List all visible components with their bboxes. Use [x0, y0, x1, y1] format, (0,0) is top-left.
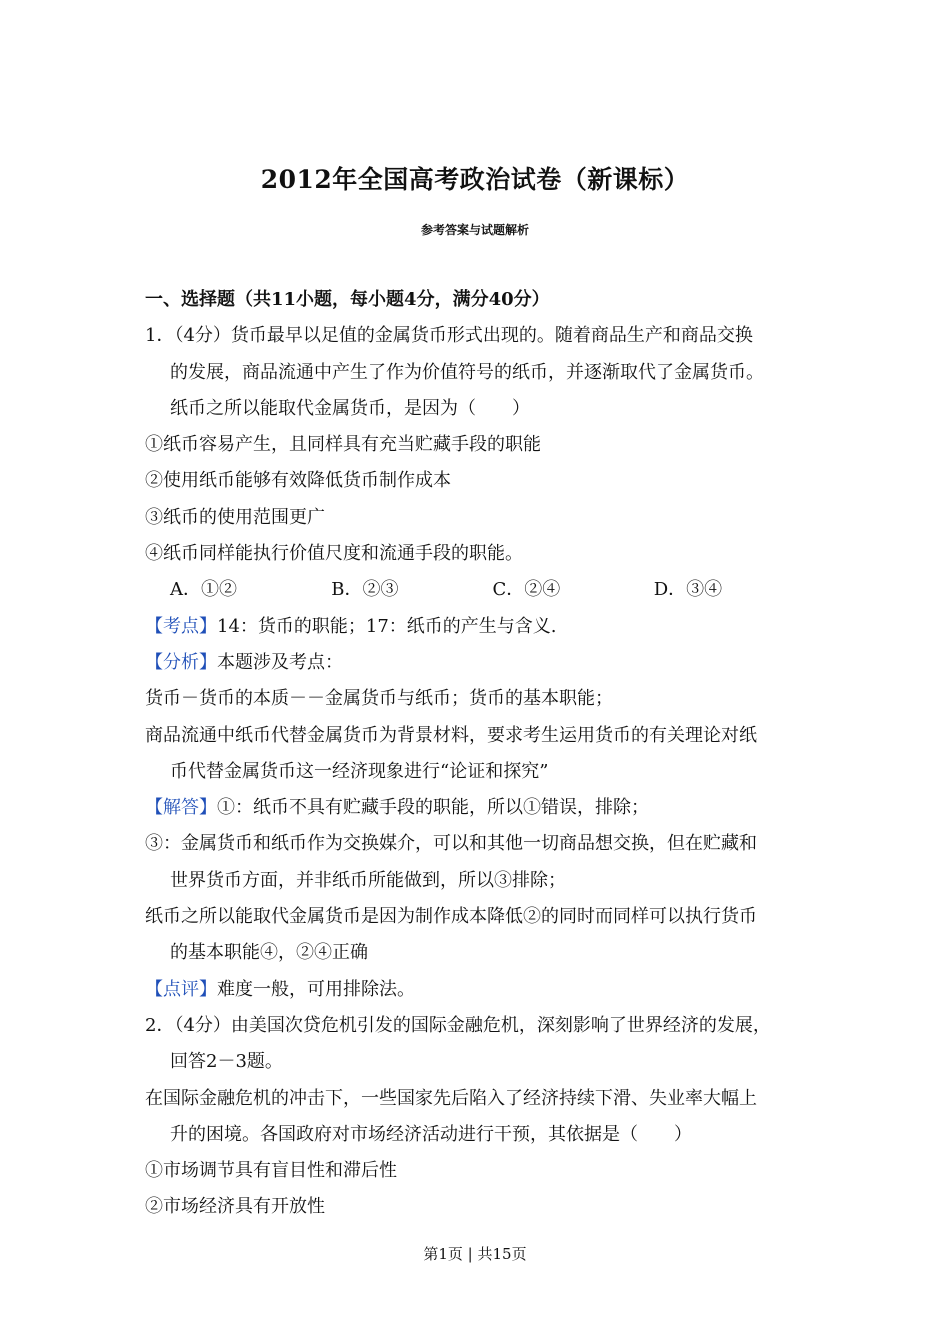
q1-options: [145, 572, 815, 608]
jieda-tag: 【解答】: [145, 797, 217, 819]
page-title: 2012年全国高考政治试卷（新课标）: [260, 165, 690, 194]
jieda-line: 纸币之所以能取代金属货币是因为制作成本降低②的同时而同样可以执行货币: [145, 906, 757, 928]
kaodian-text: 14：货币的职能；17：纸币的产生与含义.: [217, 615, 557, 637]
q1-fenxi: [145, 645, 815, 681]
jieda-line: 世界货币方面，并非纸币所能做到，所以③排除；: [170, 869, 566, 891]
q1-stem-line: 的发展，商品流通中产生了作为价值符号的纸币，并逐渐取代了金属货币。: [170, 361, 764, 383]
fenxi-line: 币代替金属货币这一经济现象进行“论证和探究”: [170, 760, 549, 782]
q1-dianping: [145, 972, 815, 1008]
page-subtitle: 参考答案与试题解析: [420, 223, 529, 237]
q2-stem-line: 升的困境。各国政府对市场经济活动进行干预，其依据是（ ）: [170, 1123, 692, 1145]
q1-stem-line: 1．（4分）货币最早以足值的金属货币形式出现的。随着商品生产和商品交换: [145, 325, 753, 347]
dianping-tag: 【点评】: [145, 978, 217, 1000]
section-heading: 一、选择题（共11小题，每小题4分，满分40分）: [145, 289, 550, 310]
dianping-text: 难度一般，可用排除法。: [217, 978, 415, 1000]
q1-item: ②使用纸币能够有效降低货币制作成本: [145, 470, 451, 492]
kaodian-tag: 【考点】: [145, 615, 217, 637]
q2-item: ②市场经济具有开放性: [145, 1196, 325, 1218]
page-footer: 第1页 | 共15页: [423, 1245, 527, 1263]
q1-item: ①纸币容易产生，且同样具有充当贮藏手段的职能: [145, 434, 541, 456]
q2-stem-line: 在国际金融危机的冲击下，一些国家先后陷入了经济持续下滑、失业率大幅上: [145, 1087, 757, 1109]
fenxi-line: 货币－货币的本质－－金属货币与纸币；货币的基本职能；: [145, 688, 613, 710]
q1-option-b: B．②③: [331, 579, 399, 601]
q1-kaodian: [145, 609, 815, 645]
q1-item: ④纸币同样能执行价值尺度和流通手段的职能。: [145, 543, 523, 565]
q1-jieda: [145, 790, 815, 826]
q1-item: ③纸币的使用范围更广: [145, 506, 325, 528]
q2-stem-line: 2．（4分）由美国次贷危机引发的国际金融危机，深刻影响了世界经济的发展，: [145, 1014, 771, 1036]
jieda-line: ③：金属货币和纸币作为交换媒介，可以和其他一切商品想交换，但在贮藏和: [145, 833, 757, 855]
fenxi-line: 商品流通中纸币代替金属货币为背景材料，要求考生运用货币的有关理论对纸: [145, 724, 757, 746]
jieda-line: 的基本职能④，②④正确: [170, 942, 368, 964]
q1-option-a: A．①②: [170, 579, 237, 601]
fenxi-text: 本题涉及考点：: [217, 651, 343, 673]
q2-stem-line: 回答2－3题。: [170, 1051, 283, 1073]
q1-option-c: C．②④: [492, 579, 561, 601]
q2-item: ①市场调节具有盲目性和滞后性: [145, 1160, 397, 1182]
q1-option-d: D．③④: [653, 579, 723, 601]
fenxi-tag: 【分析】: [145, 651, 217, 673]
jieda-text: ①：纸币不具有贮藏手段的职能，所以①错误，排除；: [217, 797, 649, 819]
document-body: [145, 282, 815, 1226]
q1-stem-line: 纸币之所以能取代金属货币，是因为（ ）: [170, 397, 530, 419]
